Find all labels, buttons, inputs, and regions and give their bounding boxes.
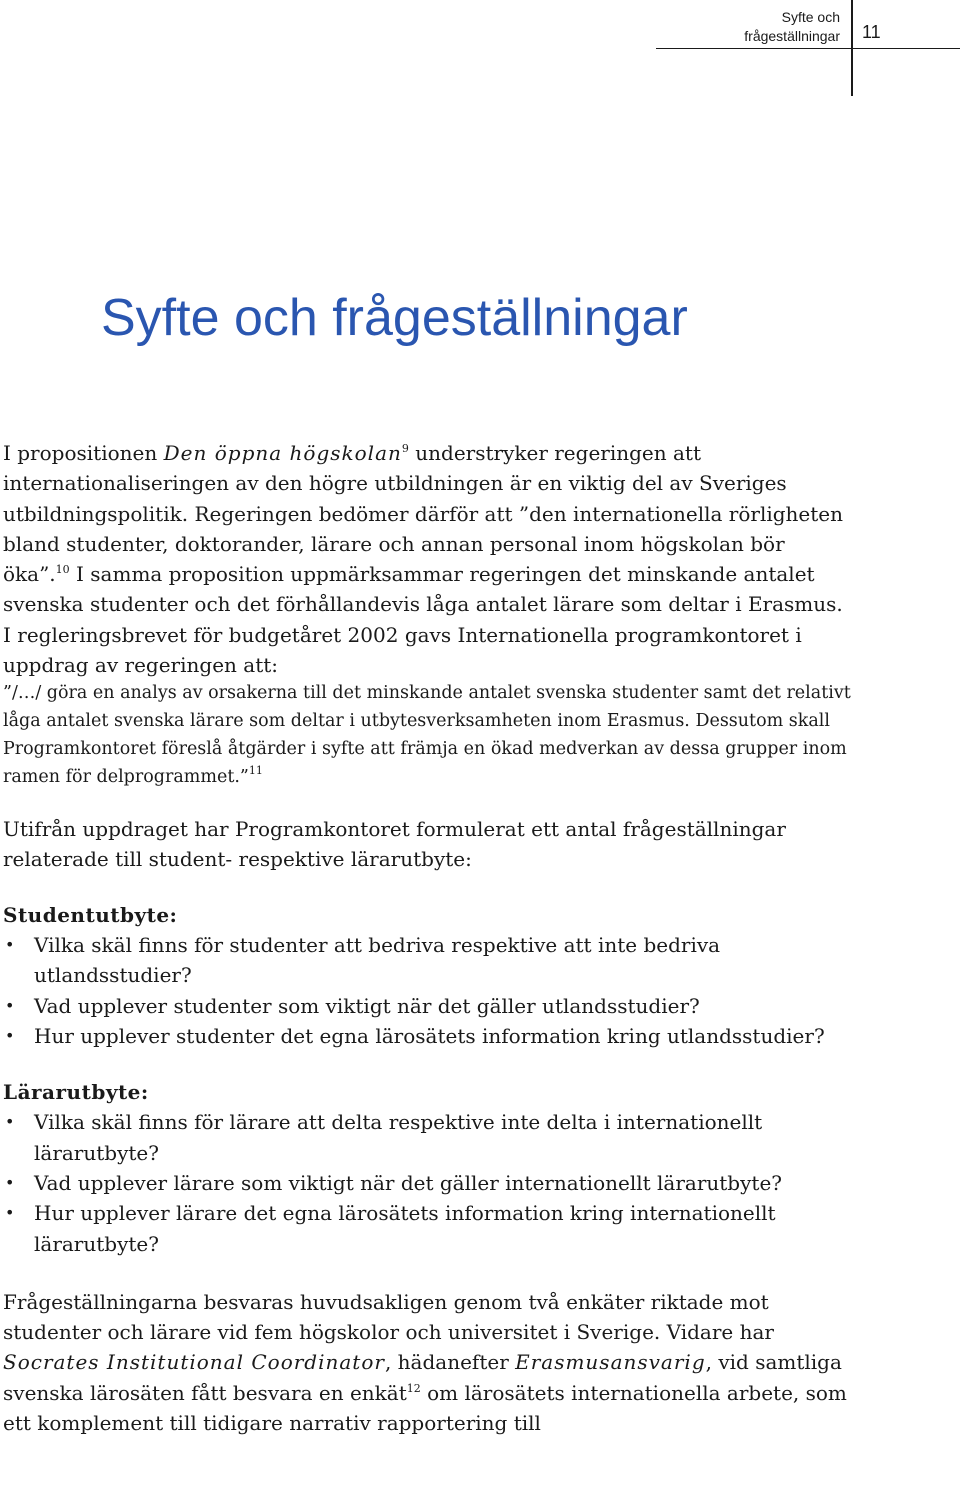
list-item [3,930,853,991]
list-item-text: Vad upplever lärare som viktigt när det gäller internationellt lärarutbyte? [34,1170,782,1195]
student-question-list [3,930,853,1051]
student-exchange-heading: Studentutbyte: [3,903,178,928]
list-item-text: Vad upplever studenter som viktigt när det gäller utlandsstudier? [34,993,700,1018]
footnote-ref-12: 12 [406,1381,421,1395]
page-title: Syfte och frågeställningar [101,289,688,347]
running-head [640,8,840,46]
bullet-icon: • [5,995,15,1015]
teacher-exchange-heading: Lärarutbyte: [3,1080,149,1105]
closing-text-4: om lärosätets internationella arbete, som ett komplement till tidigare narrativ rapportering till [3,1380,847,1436]
intro-paragraph [3,438,853,680]
lead-in-paragraph: Utifrån uppdraget har Programkontoret formulerat ett antal frågeställningar relaterade till student- respektive lärarutbyte: [3,816,786,871]
header-rule-horizontal [656,48,960,49]
running-head-line-2: frågeställningar [744,28,840,44]
list-item [3,1107,853,1168]
list-item [3,1021,853,1051]
bullet-icon: • [5,1172,15,1192]
closing-text-1: Frågeställningarna besvaras huvudsakligen genom två enkäter riktade mot studenter och lärare vid fem högskolor och universitet i Sverige. Vidare har [3,1289,774,1345]
list-item-text: Hur upplever studenter det egna lärosätets information kring utlandsstudier? [34,1024,825,1049]
list-item-text: Vilka skäl finns för studenter att bedriva respektive att inte bedriva utlandsstudier? [34,933,721,988]
bullet-icon: • [5,1026,15,1046]
list-item-text: Hur upplever lärare det egna lärosätets information kring internationellt lärarutbyte? [34,1201,776,1256]
footnote-ref-10: 10 [55,563,70,577]
block-quote [3,680,853,791]
list-item [3,1168,853,1198]
intro-text-end: I samma proposition uppmärksammar regeringen det minskande antalet svenska studenter och det förhållandevis låga antalet lärare som deltar i Erasmus. I regleringsbrevet för budgetåret 2002 gavs Internationella programkontoret i uppdrag av regeringen att: [3,562,843,678]
closing-text-3: , vid samtliga svenska lärosäten fått besvara en enkät [3,1350,842,1405]
cited-document-title: Den öppna högskolan [163,441,402,465]
closing-paragraph [3,1287,853,1438]
list-item [3,1198,853,1259]
page-number: 11 [862,22,881,42]
bullet-icon: • [5,1203,15,1223]
intro-text-start: I propositionen [3,441,164,465]
role-title-erasmusansvarig: Erasmusansvarig [515,1350,706,1375]
teacher-question-list [3,1107,853,1258]
closing-text-2: , hädanefter [384,1350,516,1375]
quote-text: ”/…/ göra en analys av orsakerna till det minskande antalet svenska studenter samt det relativt låga antalet svenska lärare som deltar i utbytesverksamheten inom Erasmus. Dessutom skall Programkontoret föreslå åtgärder i syfte att främja en ökad medverkan av dessa grupper inom ramen för delprogrammet.” [3,683,851,787]
header-rule-vertical [851,0,853,96]
bullet-icon: • [5,935,15,955]
body-text [3,438,853,1438]
running-head-line-1: Syfte och [781,9,840,25]
list-item [3,991,853,1021]
intro-text-middle: understryker regeringen att internationaliseringen av den högre utbildningen är en viktig del av Sveriges utbildningspolitik. Regeringen bedömer därför att ”den internationella rörligheten bland studenter, doktorander, lärare och annan personal inom högskolan bör öka”. [3,441,844,587]
footnote-ref-9: 9 [401,442,409,455]
footnote-ref-11: 11 [248,763,263,777]
role-title-coordinator: Socrates Institutional Coordinator [3,1350,385,1375]
bullet-icon: • [5,1112,15,1132]
list-item-text: Vilka skäl finns för lärare att delta respektive inte delta i internationellt lärarutbyte? [34,1110,763,1165]
